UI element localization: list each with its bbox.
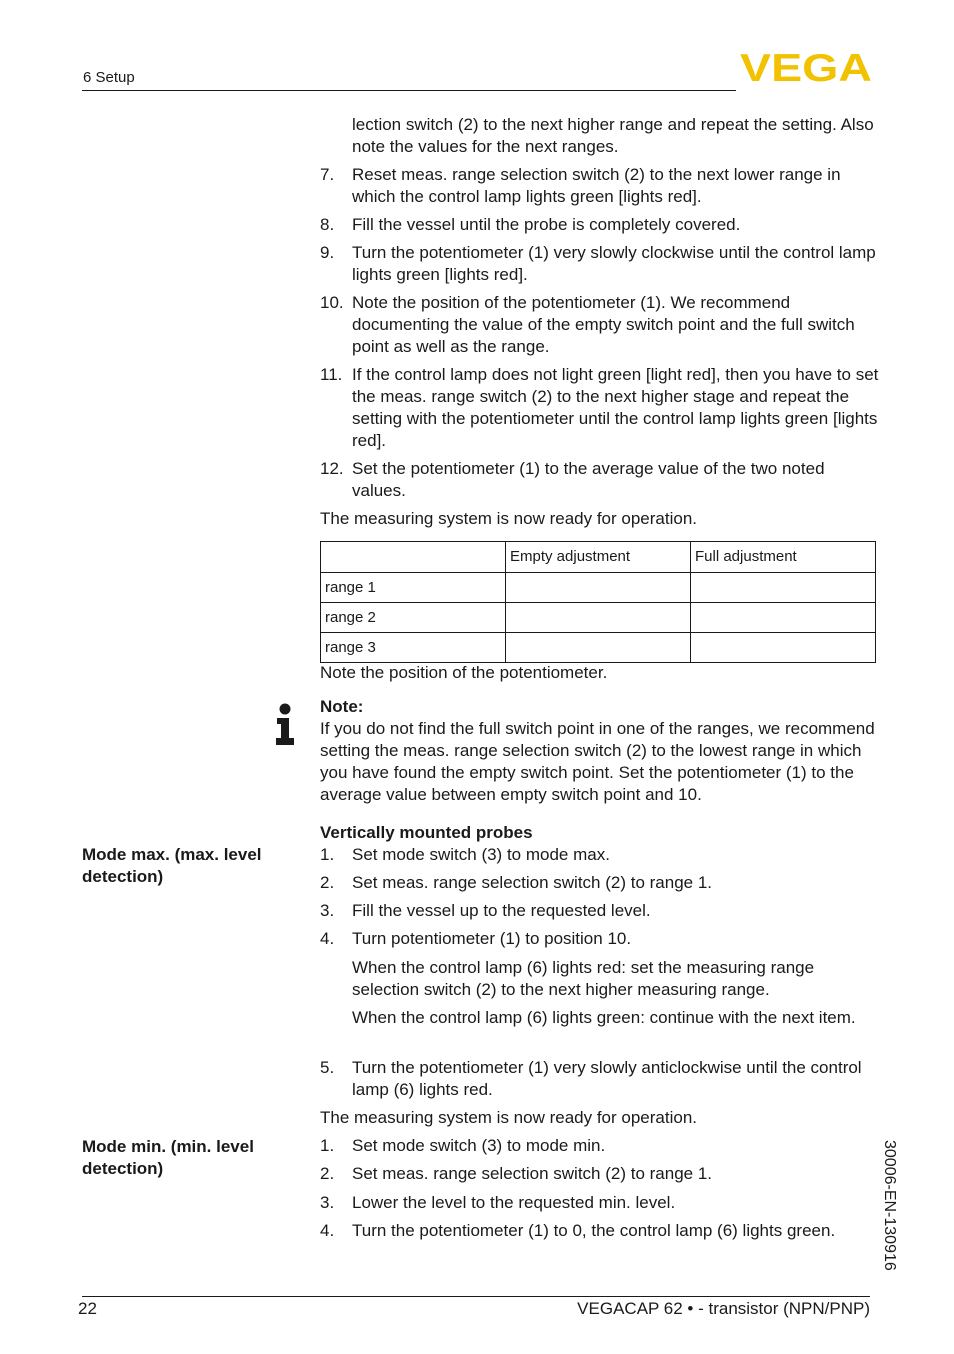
table-cell: range 3 — [321, 633, 506, 663]
step-number: 2. — [320, 1164, 335, 1183]
step-text: Set meas. range selection switch (2) to range 1. — [352, 873, 713, 892]
list-item — [320, 214, 880, 236]
step-number: 3. — [320, 1193, 335, 1212]
step-number: 4. — [320, 1221, 335, 1240]
page-number: 22 — [78, 1299, 97, 1318]
step-text: Fill the vessel until the probe is completely covered. — [352, 215, 741, 234]
step-number: 12. — [320, 459, 344, 478]
step-number: 1. — [320, 1136, 335, 1155]
list-item — [320, 364, 880, 452]
step-text: Set meas. range selection switch (2) to range 1. — [352, 1164, 713, 1183]
table-header-row — [321, 542, 876, 573]
list-item — [320, 928, 880, 950]
note-title: Note: — [320, 697, 364, 716]
mode-min-label: Mode min. (min. level detection) — [82, 1137, 254, 1178]
section-header: 6 Setup — [83, 69, 135, 86]
step-text: If the control lamp does not light green [light red], then you have to set the meas. range switch (2) to the next higher stage and repeat the setting with the potentiometer until the control lamp lights green [lights red]. — [352, 365, 879, 450]
step-text: Set mode switch (3) to mode min. — [352, 1136, 606, 1155]
table-row — [321, 573, 876, 603]
step-number: 8. — [320, 215, 335, 234]
mode-max-label: Mode max. (max. level detection) — [82, 845, 262, 886]
table-cell — [691, 633, 876, 663]
list-item — [320, 1192, 880, 1214]
step-text: Set the potentiometer (1) to the average value of the two noted values. — [352, 459, 825, 500]
step-number: 10. — [320, 293, 344, 312]
section-heading: Vertically mounted probes — [320, 823, 533, 842]
vega-logo — [740, 50, 874, 84]
list-item — [320, 872, 880, 894]
step-number: 1. — [320, 845, 335, 864]
table-caption: Note the position of the potentiometer. — [320, 663, 608, 682]
list-item — [320, 844, 880, 866]
list-item — [320, 1163, 880, 1185]
table-header-cell: Empty adjustment — [506, 542, 691, 573]
adjustment-table — [320, 541, 876, 663]
table-cell — [506, 573, 691, 603]
list-item — [320, 164, 880, 208]
step-number: 7. — [320, 165, 335, 184]
sub-paragraph: When the control lamp (6) lights green: continue with the next item. — [352, 1008, 856, 1027]
step-number: 2. — [320, 873, 335, 892]
footer-divider — [82, 1296, 870, 1297]
step-text: Turn potentiometer (1) to position 10. — [352, 929, 632, 948]
step-number: 5. — [320, 1058, 335, 1077]
step-text: Turn the potentiometer (1) very slowly anticlockwise until the control lamp (6) lights red. — [352, 1058, 862, 1099]
ready-text: The measuring system is now ready for operation. — [320, 1108, 698, 1127]
list-item — [320, 1057, 880, 1101]
step-text: Lower the level to the requested min. level. — [352, 1193, 676, 1212]
note-text: If you do not find the full switch point in one of the ranges, we recommend setting the meas. range selection switch (2) to the lowest range in which you have found the empty switch point. Set the potentiometer (1) to the average value between empty switch point and 10. — [320, 719, 875, 804]
table-cell — [691, 573, 876, 603]
table-cell: range 1 — [321, 573, 506, 603]
step-text: Turn the potentiometer (1) to 0, the control lamp (6) lights green. — [352, 1221, 836, 1240]
step-text: Turn the potentiometer (1) very slowly clockwise until the control lamp lights green [lights red]. — [352, 243, 876, 284]
logo-text: VEGA — [740, 50, 872, 84]
step-number: 3. — [320, 901, 335, 920]
step-text: Set mode switch (3) to mode max. — [352, 845, 610, 864]
continuation-text: lection switch (2) to the next higher range and repeat the setting. Also note the values for the next ranges. — [352, 115, 874, 156]
list-item — [320, 1220, 880, 1242]
list-item — [320, 242, 880, 286]
header-divider — [82, 90, 736, 91]
table-row — [321, 633, 876, 663]
list-item — [320, 458, 880, 502]
list-item — [320, 1135, 880, 1157]
document-id: 30006-EN-130916 — [881, 1140, 898, 1271]
sub-paragraph: When the control lamp (6) lights red: set the measuring range selection switch (2) to the next higher measuring range. — [352, 958, 815, 999]
info-icon — [274, 703, 296, 745]
table-cell — [691, 603, 876, 633]
step-text: Reset meas. range selection switch (2) to the next lower range in which the control lamp lights green [lights red]. — [352, 165, 841, 206]
table-header-cell — [321, 542, 506, 573]
step-number: 4. — [320, 929, 335, 948]
footer-title: VEGACAP 62 • - transistor (NPN/PNP) — [577, 1299, 870, 1318]
list-item — [320, 292, 880, 358]
table-cell — [506, 633, 691, 663]
table-cell: range 2 — [321, 603, 506, 633]
step-text: Fill the vessel up to the requested level. — [352, 901, 651, 920]
ready-text: The measuring system is now ready for operation. — [320, 509, 698, 528]
step-text: Note the position of the potentiometer (1). We recommend documenting the value of the empty switch point and the full switch point as well as the range. — [352, 293, 855, 356]
list-item — [320, 900, 880, 922]
table-header-cell: Full adjustment — [691, 542, 876, 573]
table-cell — [506, 603, 691, 633]
table-row — [321, 603, 876, 633]
step-number: 11. — [320, 365, 343, 384]
step-number: 9. — [320, 243, 335, 262]
